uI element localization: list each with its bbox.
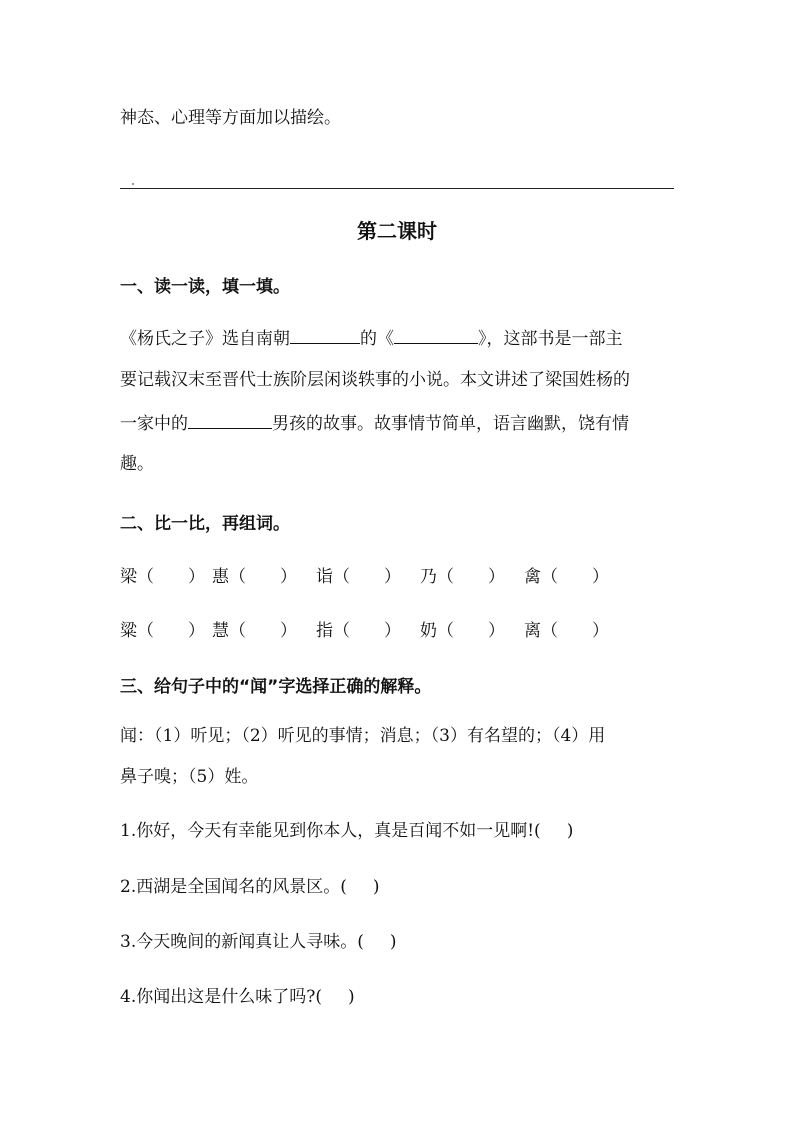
definitions-line2: 鼻子嗅；（5）姓。 [120,767,259,787]
word-cell[interactable]: 慧（ ） [212,621,297,641]
section1-line4: 趣。 [120,454,154,474]
word-cell[interactable]: 诣（ ） [316,567,401,587]
question-item: 2.西湖是全国闻名的风景区。( ) [120,877,380,897]
section1-line2: 要记载汉末至晋代士族阶层闲谈轶事的小说。本文讲述了梁国姓杨的 [120,370,630,390]
text-fragment: 一家中的 [120,414,188,434]
question-item: 4.你闻出这是什么味了吗?( ) [120,987,355,1007]
section1-line1 [120,327,623,349]
fill-blank-age[interactable] [188,412,272,429]
word-cell[interactable]: 粱（ ） [120,621,205,641]
lesson-title: 第二课时 [357,219,437,243]
word-cell[interactable]: 指（ ） [316,621,401,641]
section1-line3 [120,412,629,434]
carryover-text: 神态、心理等方面加以描绘。 [120,108,341,128]
fill-blank-book[interactable] [394,327,478,344]
section3-heading: 三、给句子中的“闻”字选择正确的解释。 [120,677,432,697]
section2-heading: 二、比一比，再组词。 [120,514,290,534]
definitions-line1: 闻：（1）听见；（2）听见的事情；消息；（3）有名望的；（4）用 [120,726,606,746]
section-divider [120,188,674,189]
question-item: 3.今天晚间的新闻真让人寻味。( ) [120,932,397,952]
word-cell[interactable]: 奶（ ） [420,621,505,641]
text-fragment: 》，这部书是一部主 [478,329,623,349]
word-cell[interactable]: 惠（ ） [212,567,297,587]
text-fragment: 男孩的故事。故事情节简单，语言幽默，饶有情 [272,414,629,434]
word-cell[interactable]: 乃（ ） [420,567,505,587]
word-cell[interactable]: 离（ ） [524,621,609,641]
text-fragment: 的《 [360,329,394,349]
decorative-dot [132,183,134,185]
word-cell[interactable]: 梁（ ） [120,567,205,587]
text-fragment: 《杨氏之子》选自南朝 [120,329,290,349]
question-item: 1.你好，今天有幸能见到你本人，真是百闻不如一见啊!( ) [120,821,574,841]
fill-blank-author[interactable] [290,327,360,344]
section1-heading: 一、读一读，填一填。 [120,277,290,297]
word-cell[interactable]: 禽（ ） [524,567,609,587]
